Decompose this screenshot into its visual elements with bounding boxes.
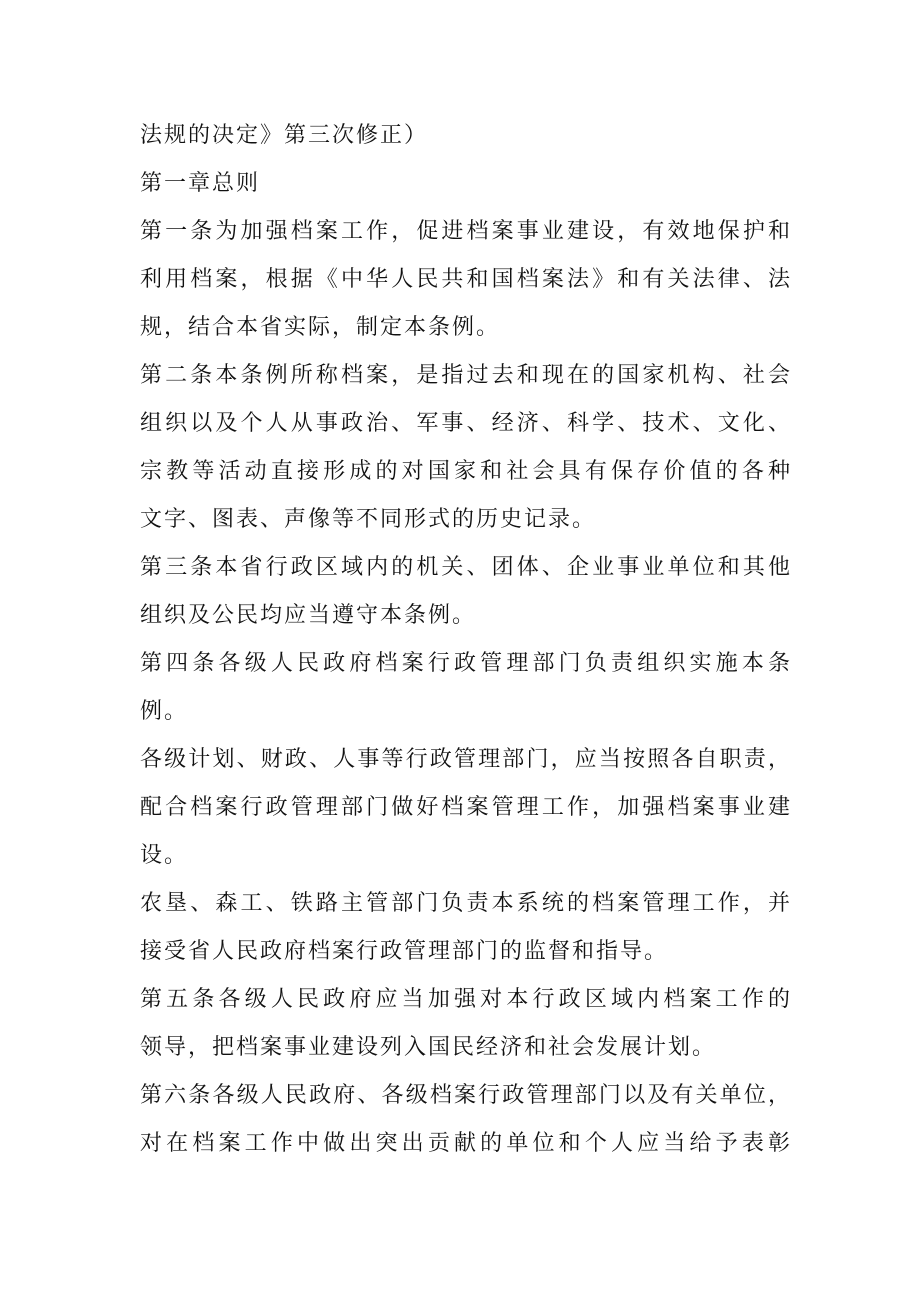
text-line: 法规的决定》第三次修正） <box>140 123 429 148</box>
text-line: 第二条本条例所称档案，是指过去和现在的国家机构、社会 <box>140 363 790 388</box>
text-line: 例。 <box>140 699 189 724</box>
text-line: 第三条本省行政区域内的机关、团体、企业事业单位和其他 <box>140 555 790 580</box>
text-line: 利用档案，根据《中华人民共和国档案法》和有关法律、法 <box>140 267 790 292</box>
text-line: 规，结合本省实际，制定本条例。 <box>140 315 501 340</box>
text-line: 农垦、森工、铁路主管部门负责本系统的档案管理工作，并 <box>140 891 790 916</box>
text-line: 第四条各级人民政府档案行政管理部门负责组织实施本条 <box>140 651 790 676</box>
text-line: 文字、图表、声像等不同形式的历史记录。 <box>140 507 597 532</box>
text-line: 对在档案工作中做出突出贡献的单位和个人应当给予表彰 <box>140 1131 790 1156</box>
text-line: 第六条各级人民政府、各级档案行政管理部门以及有关单位， <box>140 1083 790 1108</box>
text-line: 设。 <box>140 843 189 868</box>
text-line: 领导，把档案事业建设列入国民经济和社会发展计划。 <box>140 1035 717 1060</box>
text-line: 宗教等活动直接形成的对国家和社会具有保存价值的各种 <box>140 459 790 484</box>
text-line: 组织以及个人从事政治、军事、经济、科学、技术、文化、 <box>140 411 790 436</box>
text-line: 接受省人民政府档案行政管理部门的监督和指导。 <box>140 939 669 964</box>
text-line: 第五条各级人民政府应当加强对本行政区域内档案工作的 <box>140 987 790 1012</box>
text-line: 组织及公民均应当遵守本条例。 <box>140 603 477 628</box>
text-line: 配合档案行政管理部门做好档案管理工作，加强档案事业建 <box>140 795 790 820</box>
text-line: 第一章总则 <box>140 171 261 196</box>
text-line: 第一条为加强档案工作，促进档案事业建设，有效地保护和 <box>140 219 790 244</box>
text-line: 各级计划、财政、人事等行政管理部门，应当按照各自职责， <box>140 747 790 772</box>
document-body <box>140 112 790 1168</box>
